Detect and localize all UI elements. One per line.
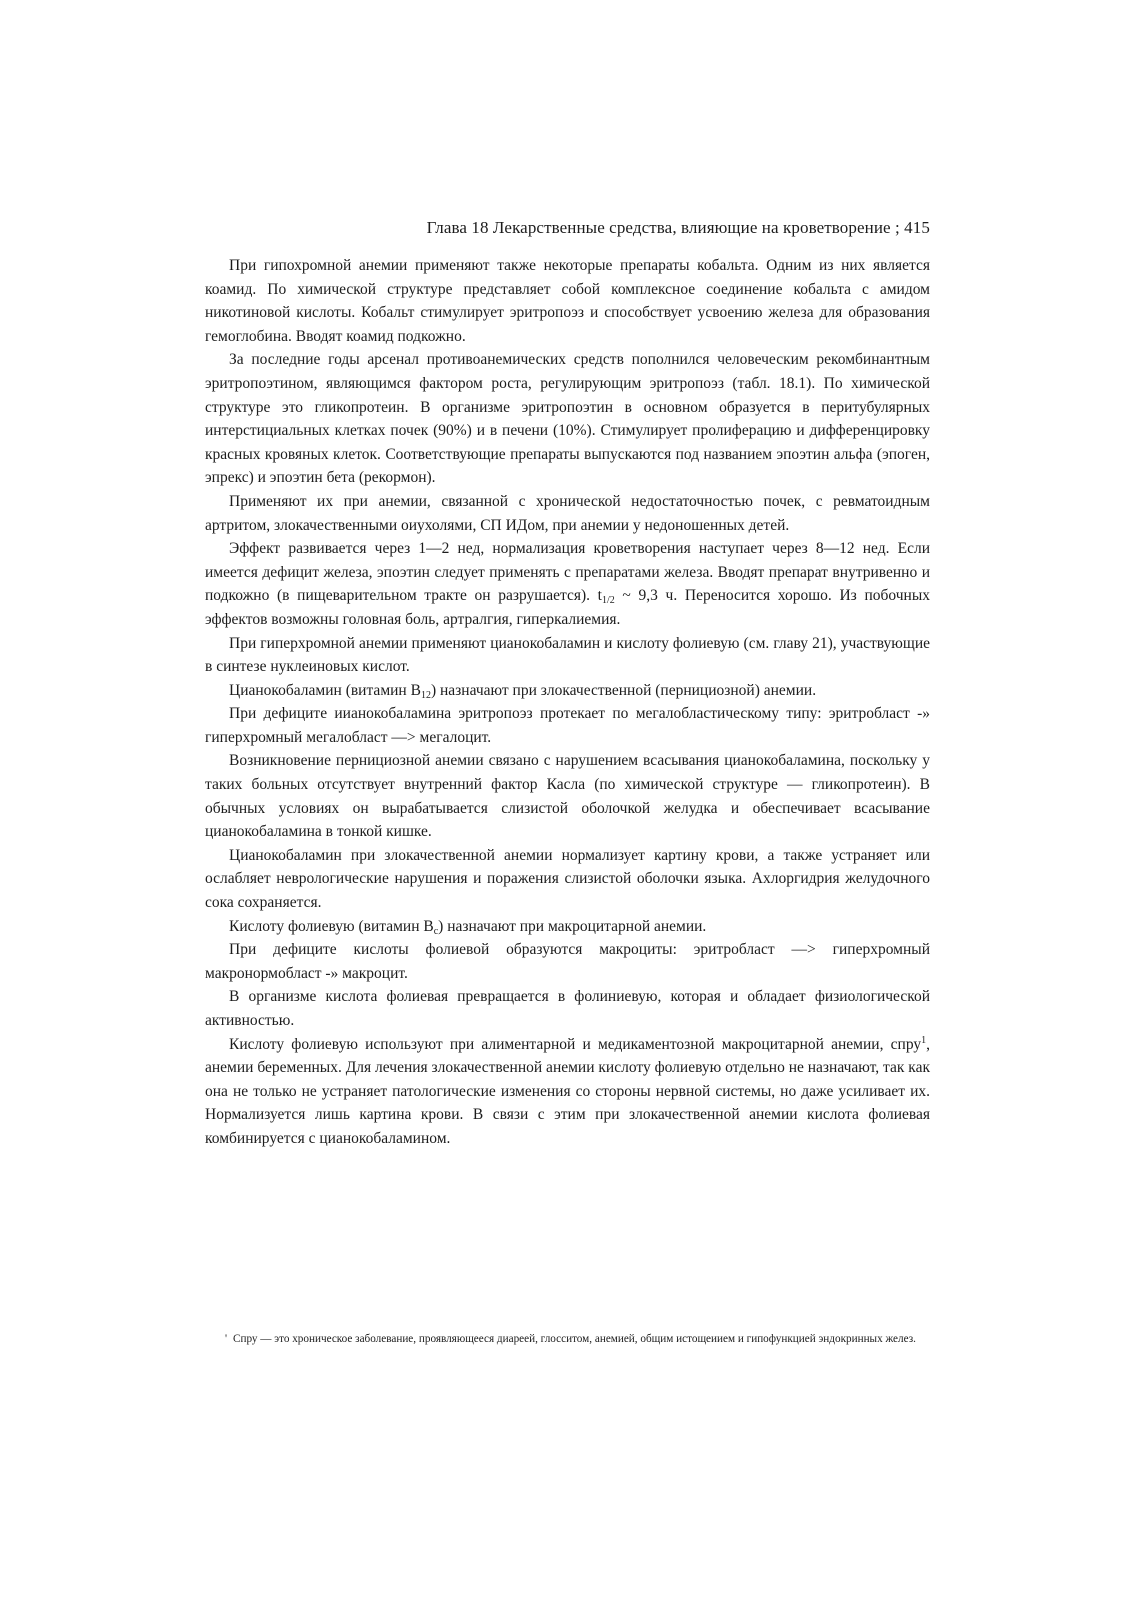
paragraph-folic-usage [205, 1033, 930, 1151]
paragraph-folic-deficiency: При дефиците кислоты фолиевой образуются макроциты: эритробласт —> гиперхромный макронормобласт -» макроцит. [205, 941, 930, 982]
paragraph-cobalt: При гипохромной анемии применяют также некоторые препараты кобальта. Одним из них является коамид. По химической структуре представляет собой комплексное соединение кобальта с амидом никотиновой кислоты. Кобальт стимулирует эритропоэз и способствует усвоению железа для образования гемоглобина. Вводят коамид подкожно. [205, 257, 930, 345]
paragraph-text: Эффект развивается через 1—2 нед, нормализация кроветворения наступает через 8—12 нед. Если имеется дефицит железа, эпоэтин следует применять с препаратами железа. Вводят препарат внутривенно и подкожно (в пищеварительном тракте он разрушается). t [205, 540, 930, 605]
paragraph-text: Кислоту фолиевую (витамин В [229, 917, 434, 935]
footnote-reference[interactable]: 1 [921, 1034, 927, 1046]
paragraph-text: ~ 9,3 ч. Переносится хорошо. Из побочных эффектов возможны головная боль, артралгия, гиперкалиемия. [205, 587, 930, 628]
paragraph-pernicious: Возникновение пернициозной анемии связано с нарушением всасывания цианокобаламина, поскольку у таких больных отсутствует внутренний фактор Касла (по химической структуре — гликопротеин). В обычных условиях он вырабатывается слизистой оболочкой желудка и обеспечивает всасывание цианокобаламина в тонкой кишке. [205, 752, 930, 841]
paragraph-text: Кислоту фолиевую используют при алиментарной и медикаментозной макроцитарной анемии, спру [229, 1035, 922, 1053]
paragraph-folic-acid [205, 915, 930, 939]
paragraph-normalization: Цианокобаламин при злокачественной анемии нормализует картину крови, а также устраняет или ослабляет неврологические нарушения и поражения слизистой оболочки языка. Ахлоргидрия желудочного сока сохраняется. [205, 846, 930, 912]
footnote-text: Спру — это хроническое заболевание, проявляющееся диареей, глосситом, анемией, общим истощеиием и гипофункцией эндокринных желез. [233, 1333, 916, 1345]
paragraph-folinic: В организме кислота фолиевая превращается в фолиниевую, которая и обладает физиологической активностью. [205, 988, 930, 1029]
paragraph-deficiency: При дефиците ииaнокобаламина эритропоэз протекает по мегалобластическому типу: эритробласт -» гиперхромный мегалобласт —> мегалоцит. [205, 705, 930, 746]
paragraph-hyperchromic: При гиперхромной анемии применяют цианокобаламин и кислоту фолиевую (см. главу 21), участвующие в синтезе нуклеиновых кислот. [205, 634, 930, 676]
paragraph-erythropoietin: За последние годы арсенал противоанемических средств пополнился человеческим рекомбинантным эритропоэтином, являющимся фактором роста, регулирующим эритропоэз (табл. 18.1). По химической структуре это гликопротеин. В организме эритропоэтин в основном образуется в перитубулярных интерстициальных клетках почек (90%) и в печени (10%). Стимулирует пролиферацию и дифференцировку красных кровяных клеток. Соответствующие препараты выпускаются под названием эпоэтин альфа (эпоген, эпрекс) и эпоэтин бета (рекормон). [205, 351, 930, 487]
subscript: 1/2 [601, 595, 615, 607]
paragraph-text: ) назначают при макроцитарной анемии. [438, 917, 707, 935]
running-header: Глава 18 Лекарственные средства, влияющие на кроветворение ; 415 [426, 218, 930, 237]
paragraph-effect [205, 537, 930, 631]
subscript: 12 [420, 689, 431, 701]
body-text [205, 254, 930, 1151]
paragraph-cyanocobalamin [205, 679, 930, 703]
paragraph-indications: Применяют их при анемии, связанной с хронической недостаточностью почек, с ревматоидным артритом, злокачественными оиухолями, СП ИДом, при анемии у недоношенных детей. [205, 492, 930, 534]
paragraph-text: ) назначают при злокачественной (пернициозной) анемии. [430, 681, 817, 699]
footnote-mark: ' [224, 1333, 227, 1345]
footnote [205, 1330, 930, 1348]
paragraph-text: Цианокобаламин (витамин В [229, 681, 421, 699]
subscript: с [433, 925, 439, 937]
paragraph-text: , анемии беременных. Для лечения злокачественной анемии кислоту фолиевую отдельно не назначают, так как она не только не устраняет патологические изменения со стороны нервной системы, но даже усиливает их. Нормализуется лишь картина крови. В связи с этим при злокачественной анемии кислота фолиевая комбинируется с цианокобаламином. [205, 1035, 930, 1147]
